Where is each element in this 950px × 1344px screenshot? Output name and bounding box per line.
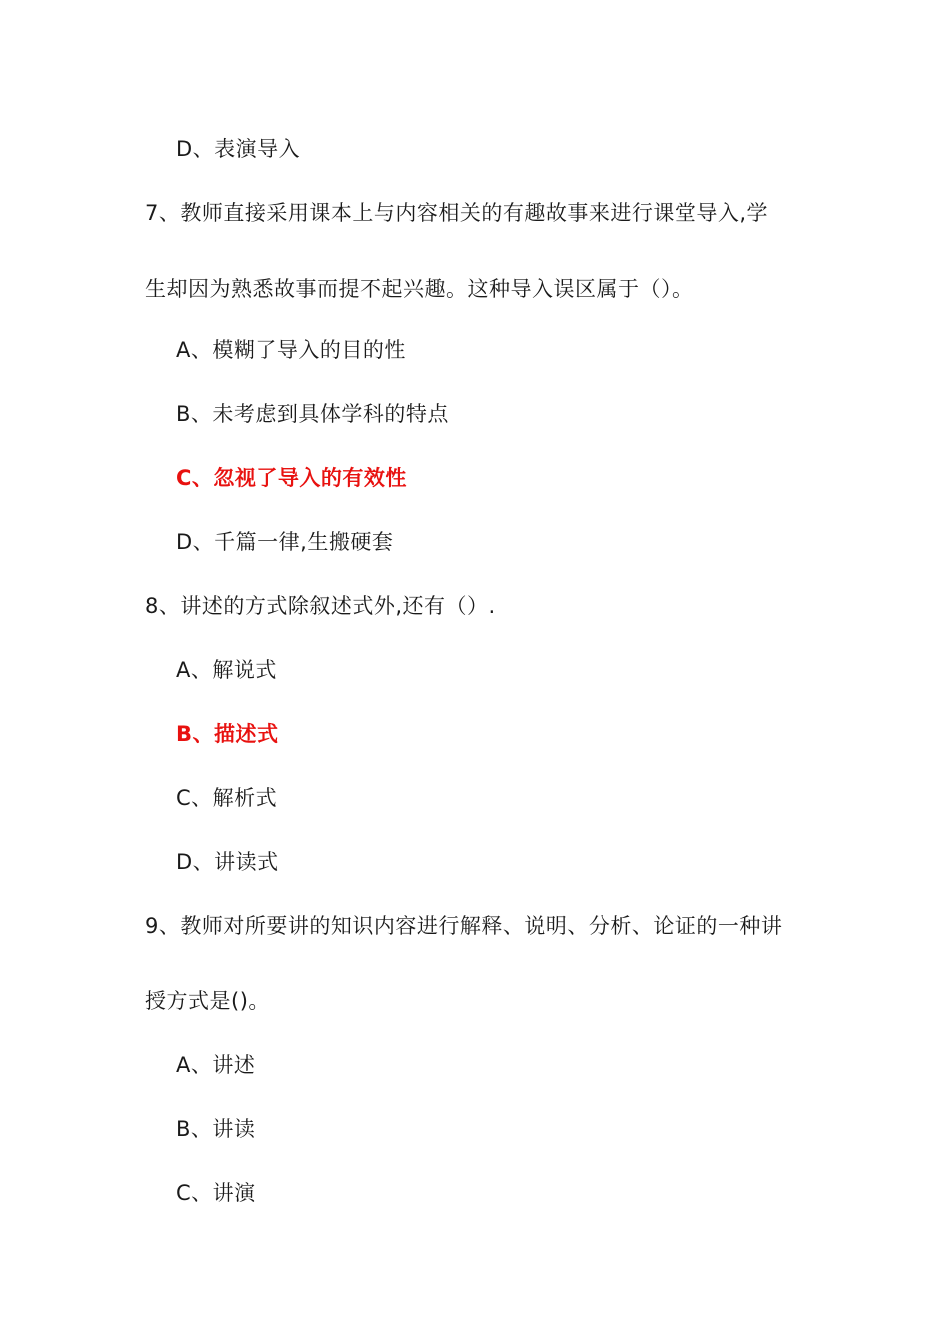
q8-option-c: C、解析式	[176, 786, 278, 810]
q7-option-b: B、未考虑到具体学科的特点	[176, 402, 449, 426]
q9-option-b: B、讲读	[176, 1117, 256, 1141]
q9-stem-line-2: 授方式是()。	[145, 989, 270, 1013]
q9-stem-line-1: 9、教师对所要讲的知识内容进行解释、说明、分析、论证的一种讲	[145, 914, 783, 938]
q8-stem: 8、讲述的方式除叙述式外,还有（）.	[145, 594, 496, 618]
q8-option-a: A、解说式	[176, 658, 277, 682]
q7-stem-line-1: 7、教师直接采用课本上与内容相关的有趣故事来进行课堂导入,学	[145, 201, 769, 225]
q7-option-c-correct: C、忽视了导入的有效性	[176, 466, 407, 490]
q8-option-b-correct: B、描述式	[176, 722, 279, 746]
q9-option-a: A、讲述	[176, 1053, 256, 1077]
q9-option-c: C、讲演	[176, 1181, 256, 1205]
q8-option-d: D、讲读式	[176, 850, 279, 874]
q7-option-d: D、千篇一律,生搬硬套	[176, 530, 394, 554]
q6-option-d: D、表演导入	[176, 137, 301, 161]
q7-stem-line-2: 生却因为熟悉故事而提不起兴趣。这种导入误区属于（）。	[145, 277, 694, 301]
q7-option-a: A、模糊了导入的目的性	[176, 338, 406, 362]
